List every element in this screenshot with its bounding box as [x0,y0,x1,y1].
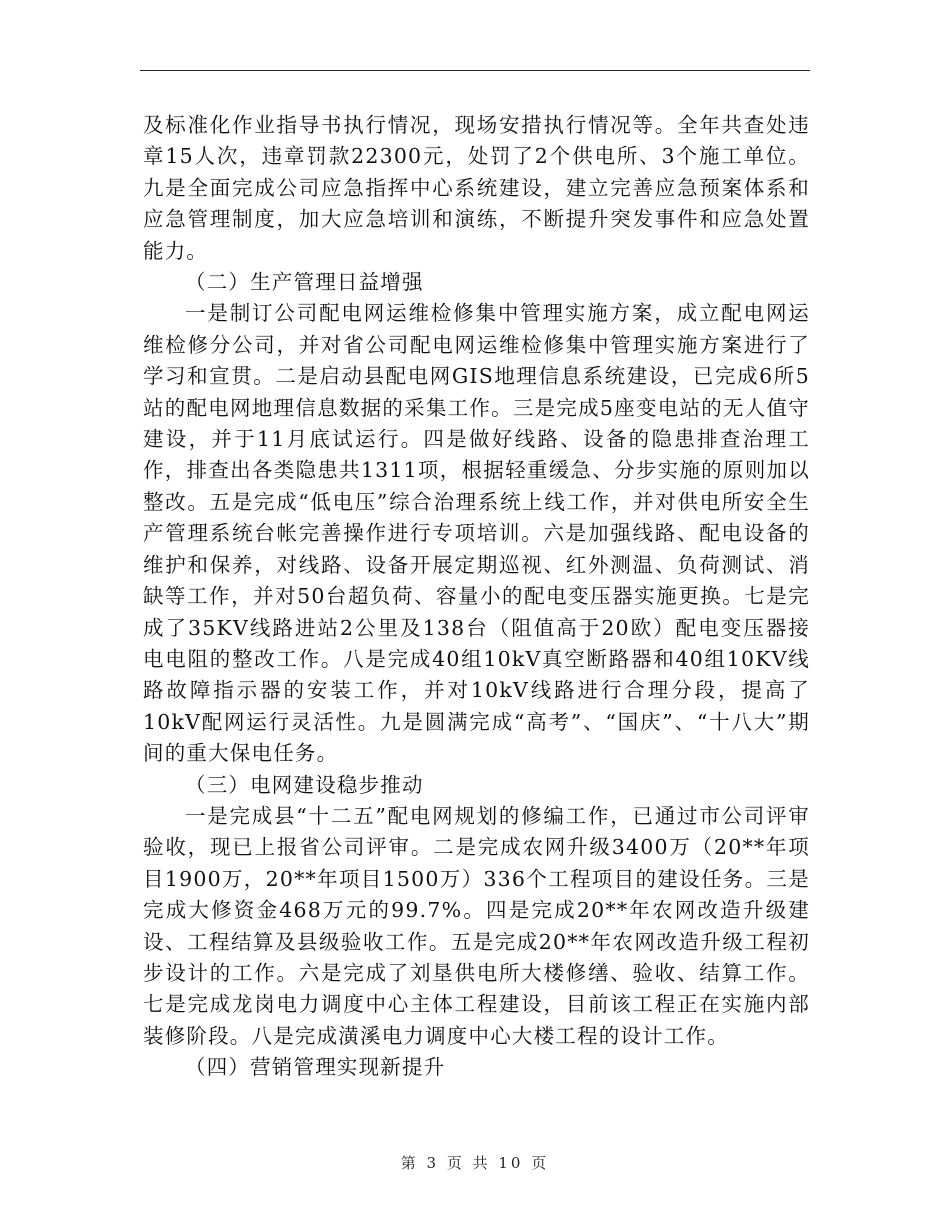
paragraph-continuation: 及标准化作业指导书执行情况，现场安措执行情况等。全年共查处违章15人次，违章罚款22300元，处罚了2个供电所、3个施工单位。九是全面完成公司应急指挥中心系统建设，建立完善应急预案体系和应急管理制度，加大应急培训和演练，不断提升突发事件和应急处置能力。 [143,113,810,263]
header-rule [140,70,810,71]
document-body [143,110,810,1084]
section-heading-grid-construction: （三）电网建设稳步推动 [185,772,424,797]
paragraph-production: 一是制订公司配电网运维检修集中管理实施方案，成立配电网运维检修分公司，并对省公司配电网运维检修集中管理实施方案进行了学习和宣贯。二是启动县配电网GIS地理信息系统建设，已完成6所5站的配电网地理信息数据的采集工作。三是完成5座变电站的无人值守建设，并于11月底试运行。四是做好线路、设备的隐患排查治理工作，排查出各类隐患共1311项，根据轻重缓急、分步实施的原则加以整改。五是完成“低电压”综合治理系统上线工作，并对供电所安全生产管理系统台帐完善操作进行专项培训。六是加强线路、配电设备的维护和保养，对线路、设备开展定期巡视、红外测温、负荷测试、消缺等工作，并对50台超负荷、容量小的配电变压器实施更换。七是完成了35KV线路进站2公里及138台（阻值高于20欧）配电变压器接电电阻的整改工作。八是完成40组10kV真空断路器和40组10KV线路故障指示器的安装工作，并对10kV线路进行合理分段，提高了10kV配网运行灵活性。九是圆满完成“高考”、“国庆”、“十八大”期间的重大保电任务。 [143,301,810,766]
paragraph-grid-construction: 一是完成县“十二五”配电网规划的修编工作，已通过市公司评审验收，现已上报省公司评审。二是完成农网升级3400万（20**年项目1900万，20**年项目1500万）336个工程项目的建设任务。三是完成大修资金468万元的99.7%。四是完成20**年农网改造升级建设、工程结算及县级验收工作。五是完成20**年农网改造升级工程初步设计的工作。六是完成了刘垦供电所大楼修缮、验收、结算工作。七是完成龙岗电力调度中心主体工程建设，目前该工程正在实施内部装修阶段。八是完成潢溪电力调度中心大楼工程的设计工作。 [143,803,810,1048]
section-heading-production: （二）生产管理日益增强 [185,270,424,295]
page-footer: 第 3 页 共 10 页 [400,1154,550,1172]
section-heading-marketing: （四）营销管理实现新提升 [185,1055,446,1080]
